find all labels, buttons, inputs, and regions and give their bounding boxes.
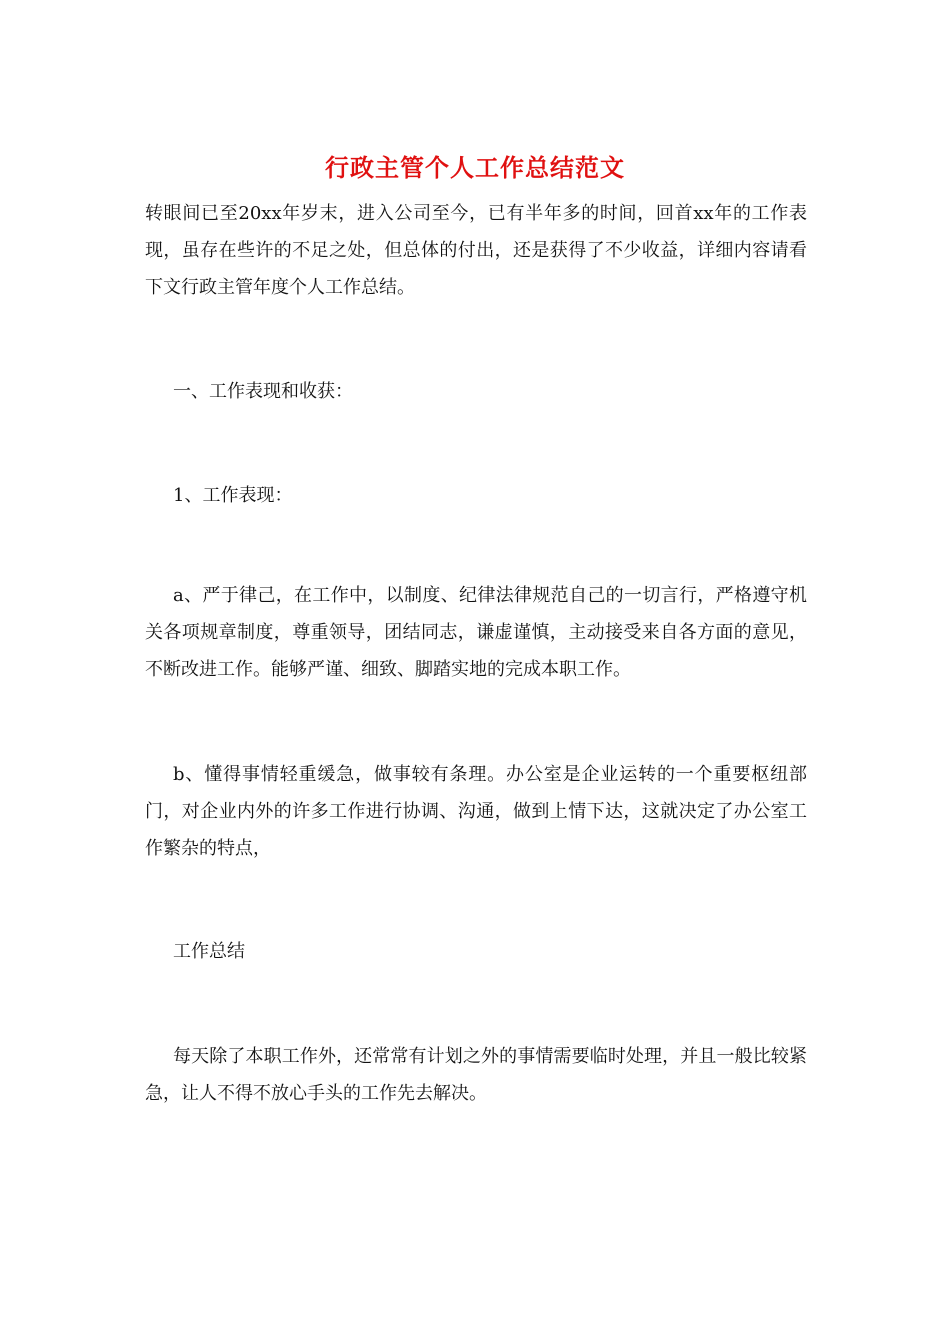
section-heading: 一、工作表现和收获： bbox=[173, 381, 353, 402]
item-a-paragraph: a、严于律己，在工作中，以制度、纪律法律规范自己的一切言行，严格遵守机关各项规章制度，尊重领导，团结同志，谦虚谨慎，主动接受来自各方面的意见，不断改进工作。能够严谨、细致、脚踏实地的完成本职工作。 bbox=[145, 585, 807, 680]
intro-paragraph: 转眼间已至20xx年岁末，进入公司至今，已有半年多的时间，回首xx年的工作表现，虽存在些许的不足之处，但总体的付出，还是获得了不少收益，详细内容请看下文行政主管年度个人工作总结。 bbox=[145, 203, 807, 298]
item-b-paragraph: b、懂得事情轻重缓急，做事较有条理。办公室是企业运转的一个重要枢纽部门，对企业内外的许多工作进行协调、沟通，做到上情下达，这就决定了办公室工作繁杂的特点， bbox=[145, 764, 807, 859]
subsection-heading: 1、工作表现： bbox=[173, 485, 293, 506]
summary-label: 工作总结 bbox=[173, 941, 245, 962]
document-title: 行政主管个人工作总结范文 bbox=[325, 153, 625, 182]
closing-paragraph: 每天除了本职工作外，还常常有计划之外的事情需要临时处理，并且一般比较紧急，让人不得不放心手头的工作先去解决。 bbox=[145, 1046, 807, 1104]
